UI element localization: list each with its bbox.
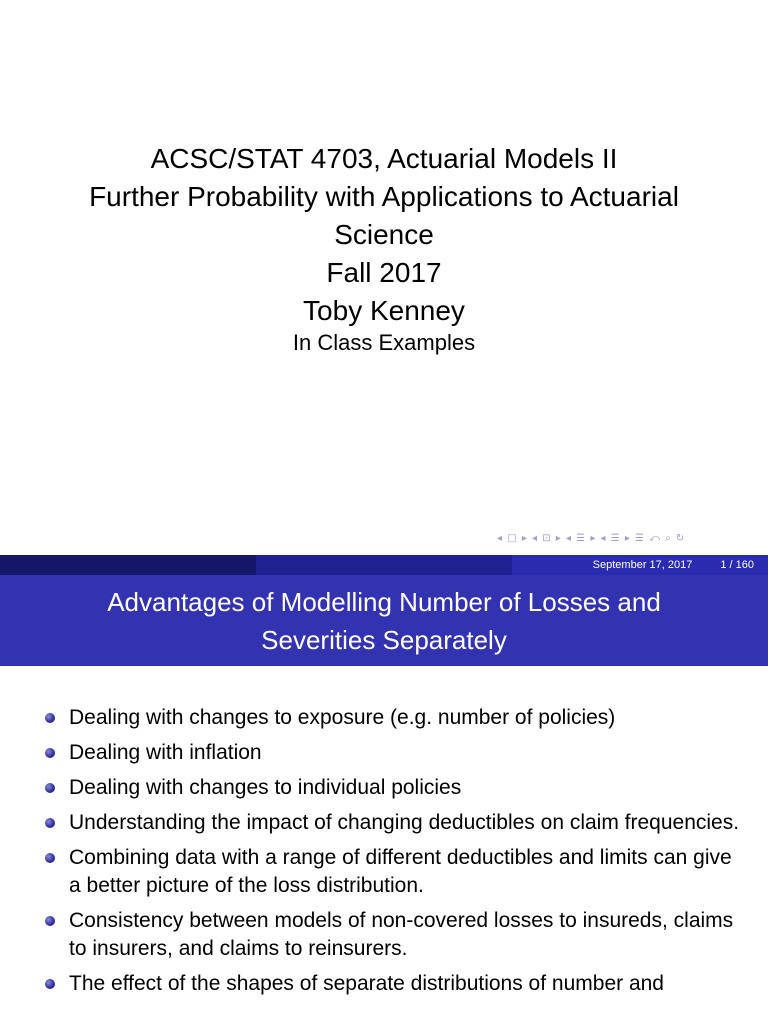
footer-middle-bar [256, 555, 512, 575]
bullet-text: Dealing with changes to exposure (e.g. number of policies) [69, 706, 616, 729]
bullet-text: Dealing with changes to individual policies [69, 776, 462, 799]
course-subtitle-line-1: Further Probability with Applications to Actuarial [89, 181, 679, 212]
footer-left-bar [0, 555, 256, 575]
title-block [0, 140, 768, 358]
list-item [45, 844, 745, 900]
footer-right-bar [512, 555, 768, 575]
frame-title-line-1: Advantages of Modelling Number of Losses and [107, 586, 661, 617]
author: Toby Kenney [303, 295, 465, 326]
bullet-text: The effect of the shapes of separate distributions of number and [69, 972, 664, 995]
bullet-text: Consistency between models of non-covered losses to insureds, claims to insurers, and claims to reinsurers. [69, 909, 734, 960]
bullet-icon [45, 818, 55, 828]
bullet-icon [45, 783, 55, 793]
list-item [45, 907, 745, 963]
frame-title-line-2: Severities Separately [261, 624, 507, 655]
slide-subtitle: In Class Examples [292, 330, 476, 355]
bullet-icon [45, 853, 55, 863]
bullet-icon [45, 713, 55, 723]
course-title: ACSC/STAT 4703, Actuarial Models II [150, 143, 618, 174]
frame-title [0, 575, 768, 666]
course-subtitle-line-2: Science [334, 219, 434, 250]
footer-page-number: 1 / 160 [720, 559, 754, 571]
term: Fall 2017 [326, 257, 442, 288]
bullet-icon [45, 916, 55, 926]
bullet-list [45, 704, 745, 1005]
beamer-navigation-icons[interactable]: ◂ □ ▸ ◂ ⊡ ▸ ◂ ☰ ▸ ◂ ☰ ▸ ☰ ⤺ ⌕ ↻ [497, 533, 686, 544]
bullet-text: Dealing with inflation [69, 741, 262, 764]
footer-date: September 17, 2017 [592, 559, 693, 571]
bullet-text: Combining data with a range of different deductibles and limits can give a better picture of the loss distribution. [69, 846, 732, 897]
list-item [45, 809, 745, 837]
list-item [45, 970, 745, 998]
slide-footer [0, 555, 768, 575]
bullet-text: Understanding the impact of changing deductibles on claim frequencies. [69, 811, 740, 834]
bullet-icon [45, 748, 55, 758]
list-item [45, 774, 745, 802]
list-item [45, 704, 745, 732]
bullet-icon [45, 979, 55, 989]
list-item [45, 739, 745, 767]
